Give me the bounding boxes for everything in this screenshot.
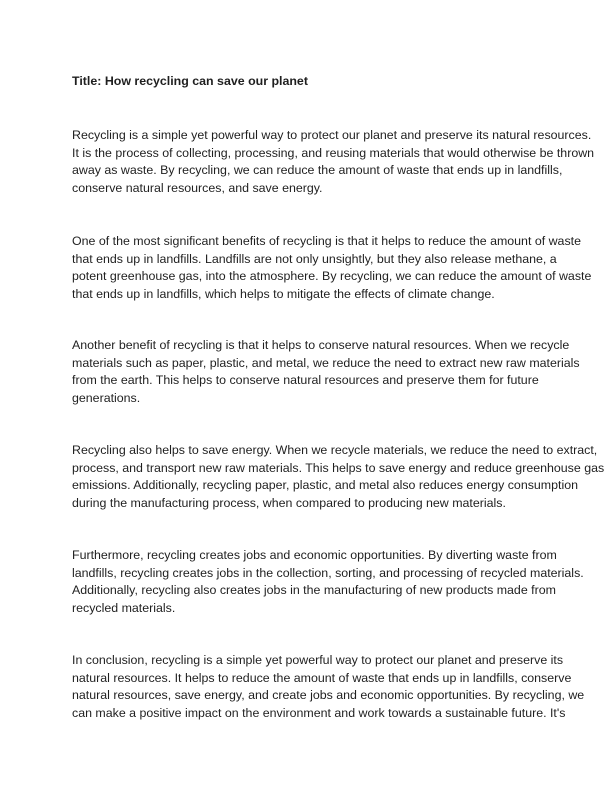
paragraph-line: recycled materials. [72,600,176,615]
paragraph-line: that ends up in landfills, which helps to mitigate the effects of climate change. [72,286,495,301]
paragraph-landfills [72,233,592,303]
paragraph-line: from the earth. This helps to conserve natural resources and preserve them for future [72,373,539,388]
paragraph-line: Recycling also helps to save energy. When we recycle materials, we reduce the need to extract, [72,443,598,457]
paragraph-conclusion [72,652,585,722]
paragraph-line: In conclusion, recycling is a simple yet powerful way to protect our planet and preserve its [72,653,564,667]
paragraph-line: natural resources, save energy, and create jobs and economic opportunities. By recycling, we [72,688,585,703]
paragraph-line: landfills, recycling creates jobs in the collection, sorting, and processing of recycled materials. [72,565,584,580]
document-title: Title: How recycling can save our planet [72,74,308,88]
paragraph-line: Furthermore, recycling creates jobs and economic opportunities. By diverting waste from [72,548,557,562]
paragraph-line: It is the process of collecting, processing, and reusing materials that would otherwise be thrown [72,145,595,160]
paragraph-line: Recycling is a simple yet powerful way to protect our planet and preserve its natural resources. [72,128,592,142]
paragraph-line: that ends up in landfills. Landfills are not only unsightly, but they also release methane, a [72,251,557,266]
paragraph-line: generations. [72,390,141,405]
paragraph-jobs [72,547,584,617]
paragraph-resources [72,337,580,407]
paragraph-line: during the manufacturing process, when compared to producing new materials. [72,495,506,510]
paragraph-line: can make a positive impact on the environment and work towards a sustainable future. It's [72,705,566,720]
paragraph-intro [72,127,595,197]
paragraph-line: process, and transport new raw materials. This helps to save energy and reduce greenhouse gas [72,460,605,475]
paragraph-line: potent greenhouse gas, into the atmosphere. By recycling, we can reduce the amount of waste [72,269,592,284]
paragraph-line: away as waste. By recycling, we can reduce the amount of waste that ends up in landfills, [72,163,563,178]
paragraph-energy [72,442,605,512]
paragraph-line: Another benefit of recycling is that it helps to conserve natural resources. When we recycle [72,338,570,352]
paragraph-line: materials such as paper, plastic, and metal, we reduce the need to extract new raw materials [72,355,580,370]
paragraph-line: natural resources. It helps to reduce the amount of waste that ends up in landfills, conserve [72,670,572,685]
paragraph-line: Additionally, recycling also creates jobs in the manufacturing of new products made from [72,583,556,598]
paragraph-line: conserve natural resources, and save energy. [72,180,323,195]
paragraph-line: One of the most significant benefits of recycling is that it helps to reduce the amount of waste [72,234,581,248]
paragraph-line: emissions. Additionally, recycling paper, plastic, and metal also reduces energy consumption [72,478,578,493]
